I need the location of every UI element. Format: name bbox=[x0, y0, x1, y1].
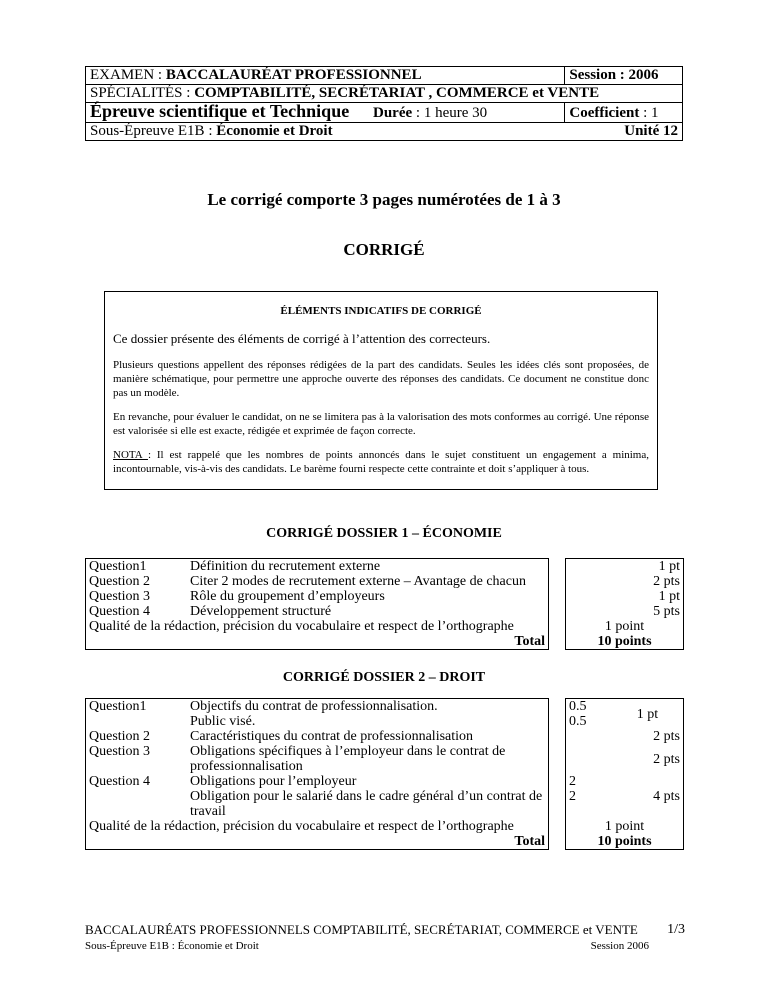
table-row bbox=[86, 559, 684, 575]
points-cell: 5 pts bbox=[566, 604, 684, 619]
q1-line2: Public visé. bbox=[190, 714, 256, 729]
table-row bbox=[86, 744, 684, 774]
epreuve-title: Épreuve scientifique et Technique bbox=[90, 101, 350, 121]
quality-points: 1 point bbox=[566, 819, 684, 834]
q1-subscore1: 0.5 bbox=[569, 699, 587, 714]
table-row bbox=[86, 699, 684, 730]
session-cell: Session : 2006 bbox=[565, 67, 683, 85]
total-points: 10 points bbox=[566, 834, 684, 850]
points-cell: 1 pt bbox=[566, 589, 684, 604]
q4-subscore2: 2 bbox=[569, 789, 576, 804]
total-label: Total bbox=[86, 834, 549, 850]
points-cell: 1 pt bbox=[566, 559, 684, 575]
nota-label: NOTA bbox=[113, 449, 148, 461]
corrige-title: CORRIGÉ bbox=[343, 240, 425, 259]
footer-line-2 bbox=[85, 938, 685, 954]
question-cell: Question 2 bbox=[86, 729, 188, 744]
quality-row bbox=[86, 619, 684, 634]
question-cell: Question 4 bbox=[86, 774, 188, 819]
sous-label: Sous-Épreuve E1B : bbox=[90, 123, 217, 139]
points-cell: 2 pts bbox=[612, 729, 684, 744]
points-cell: 2 pts bbox=[612, 744, 684, 774]
description-cell: Citer 2 modes de recrutement externe – Avantage de chacun bbox=[187, 574, 549, 589]
total-row bbox=[86, 634, 684, 650]
dossier2-title: CORRIGÉ DOSSIER 2 – DROIT bbox=[282, 670, 486, 685]
description-cell: Définition du recrutement externe bbox=[187, 559, 549, 575]
box-paragraph-1: Ce dossier présente des éléments de corrigé à l’attention des correcteurs. bbox=[113, 331, 491, 346]
description-cell: Développement structuré bbox=[187, 604, 549, 619]
subscore-cell bbox=[566, 699, 613, 730]
footer-session: Session 2006 bbox=[590, 940, 649, 952]
footer-subtitle: Sous-Épreuve E1B : Économie et Droit bbox=[85, 940, 259, 952]
table-row bbox=[86, 729, 684, 744]
coef-label: Coefficient bbox=[569, 105, 640, 121]
box-nota bbox=[113, 448, 649, 476]
sous-value: Économie et Droit bbox=[216, 123, 333, 139]
nota-text: : Il est rappelé que les nombres de points annoncés dans le sujet constituent un engagement a minima, incontournable, vis-à-vis des candidats. Le barème fourni respecte cette contrainte et doit s’appliquer à tous. bbox=[113, 449, 649, 475]
q4-line1: Obligations pour l’employeur bbox=[190, 774, 357, 789]
footer-title: BACCALAURÉATS PROFESSIONNELS COMPTABILITÉ, SECRÉTARIAT, COMMERCE et VENTE bbox=[85, 922, 638, 937]
subscore-cell bbox=[566, 774, 613, 819]
sous-epreuve-cell bbox=[86, 123, 565, 141]
page-footer bbox=[85, 922, 685, 954]
quality-cell: Qualité de la rédaction, précision du vocabulaire et respect de l’orthographe bbox=[86, 819, 549, 834]
epreuve-cell bbox=[86, 103, 370, 123]
indicative-elements-box bbox=[104, 291, 658, 490]
coef-value: : 1 bbox=[639, 105, 659, 121]
q1-subscore2: 0.5 bbox=[569, 714, 587, 729]
duree-cell bbox=[369, 103, 565, 123]
description-cell bbox=[187, 699, 549, 730]
pages-note: Le corrigé comporte 3 pages numérotées de 1 à 3 bbox=[207, 190, 561, 209]
dossier1-title: CORRIGÉ DOSSIER 1 – ÉCONOMIE bbox=[266, 526, 502, 541]
points-cell: 2 pts bbox=[566, 574, 684, 589]
quality-cell: Qualité de la rédaction, précision du vocabulaire et respect de l’orthographe bbox=[86, 619, 549, 634]
duree-value: : 1 heure 30 bbox=[412, 105, 488, 121]
total-label: Total bbox=[86, 634, 549, 650]
duree-label: Durée bbox=[373, 105, 413, 121]
box-paragraph-3: En revanche, pour évaluer le candidat, on ne se limitera pas à la valorisation des mots conformes au corrigé. Une réponse est valorisée si elle est exacte, rédigée et exprimée de façon correcte. bbox=[113, 411, 649, 437]
question-cell: Question 3 bbox=[86, 744, 188, 774]
unite-cell: Unité 12 bbox=[565, 123, 683, 141]
description-cell bbox=[187, 774, 549, 819]
exam-value: BACCALAURÉAT PROFESSIONNEL bbox=[165, 67, 422, 83]
exam-label: EXAMEN : bbox=[90, 67, 166, 83]
total-points: 10 points bbox=[566, 634, 684, 650]
quality-row bbox=[86, 819, 684, 834]
box-paragraph-2: Plusieurs questions appellent des réponses rédigées de la part des candidats. Seules les idées clés sont proposées, de manière schématique, pour permettre une approche ouverte des réponses des candidats. Ce document ne constitue donc pas un modèle. bbox=[113, 359, 649, 399]
question-cell: Question 2 bbox=[86, 574, 188, 589]
exam-header-table bbox=[85, 66, 683, 141]
question-cell: Question 3 bbox=[86, 589, 188, 604]
coefficient-cell bbox=[565, 103, 683, 123]
spec-value: COMPTABILITÉ, SECRÉTARIAT , COMMERCE et VENTE bbox=[194, 85, 600, 101]
box-title: ÉLÉMENTS INDICATIFS DE CORRIGÉ bbox=[280, 305, 482, 317]
q4-line2: Obligation pour le salarié dans le cadre général d’un contrat de travail bbox=[190, 789, 543, 819]
quality-points: 1 point bbox=[566, 619, 684, 634]
question-cell: Question1 bbox=[86, 559, 188, 575]
specialites-cell bbox=[86, 85, 683, 103]
q4-subscore1: 2 bbox=[569, 774, 576, 789]
question-cell: Question 4 bbox=[86, 604, 188, 619]
table-row bbox=[86, 604, 684, 619]
points-cell: 4 pts bbox=[612, 774, 684, 819]
exam-cell bbox=[86, 67, 565, 85]
spec-label: SPÉCIALITÉS : bbox=[90, 85, 195, 101]
question-cell: Question1 bbox=[86, 699, 188, 730]
footer-line-1 bbox=[85, 922, 685, 938]
table-row bbox=[86, 774, 684, 819]
table-row bbox=[86, 589, 684, 604]
page-number: 1/3 bbox=[667, 922, 685, 937]
dossier2-table bbox=[85, 698, 684, 850]
description-cell: Caractéristiques du contrat de professionnalisation bbox=[187, 729, 549, 744]
table-row bbox=[86, 574, 684, 589]
description-cell: Obligations spécifiques à l’employeur dans le contrat de professionnalisation bbox=[187, 744, 549, 774]
q1-line1: Objectifs du contrat de professionnalisation. bbox=[190, 699, 438, 714]
dossier1-table bbox=[85, 558, 684, 650]
points-cell: 1 pt bbox=[612, 699, 684, 730]
total-row bbox=[86, 834, 684, 850]
description-cell: Rôle du groupement d’employeurs bbox=[187, 589, 549, 604]
